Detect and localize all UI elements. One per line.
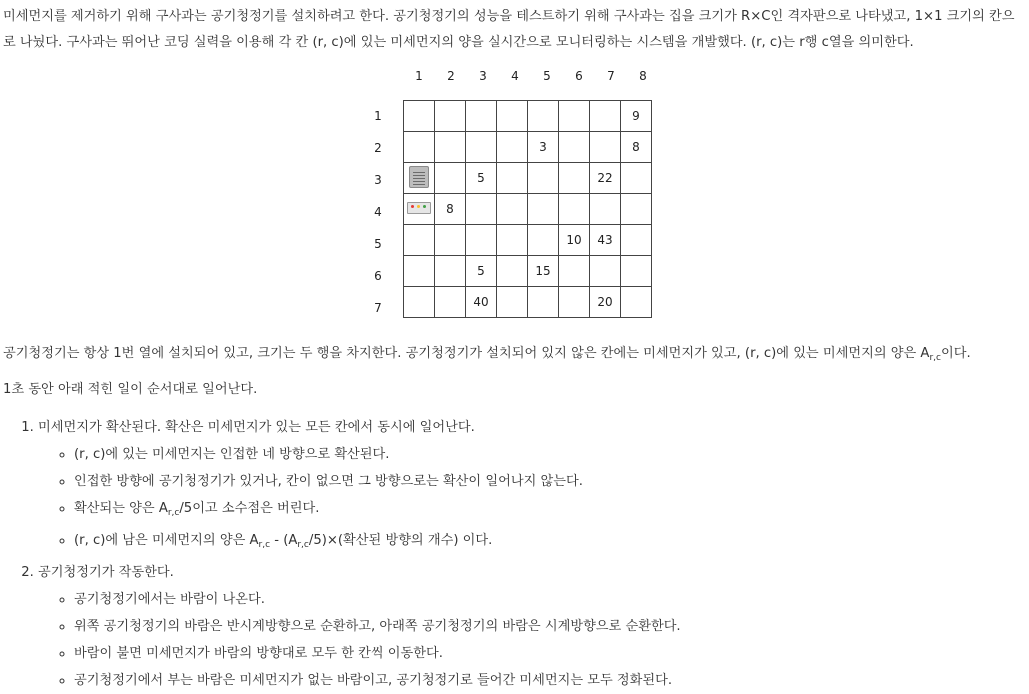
subscript-rc: r,c: [929, 353, 941, 363]
sub-item-text: (r, c)에 있는 미세먼지는 인접한 네 방향으로 확산된다.: [74, 447, 390, 462]
sub-item-text: 공기청정기에서 부는 바람은 미세먼지가 없는 바람이고, 공기청정기로 들어간 미세먼지는 모두 정화된다.: [74, 673, 673, 688]
grid-cell: [435, 132, 466, 163]
grid-cell: [590, 132, 621, 163]
grid-cell: 43: [590, 225, 621, 256]
sub-item-text: /5이고 소수점은 버린다.: [179, 501, 320, 516]
grid-cell: 9: [621, 101, 652, 132]
grid-row: [404, 225, 652, 256]
grid-row: [404, 287, 652, 318]
sub-list: [38, 586, 1018, 694]
grid-figure: [370, 66, 670, 331]
grid-cell: [621, 194, 652, 225]
grid-cell: [404, 194, 435, 225]
grid-cell: [528, 225, 559, 256]
row-header: 1: [374, 109, 382, 123]
column-header: 8: [639, 69, 647, 83]
grid-cell: [497, 256, 528, 287]
grid-cell: [559, 194, 590, 225]
grid-cell: [621, 287, 652, 318]
grid-cell: [435, 256, 466, 287]
step-title: 공기청정기가 작동한다.: [38, 565, 174, 580]
sub-item-text: 바람이 불면 미세먼지가 바람의 방향대로 모두 한 칸씩 이동한다.: [74, 646, 443, 661]
grid-cell: 5: [466, 256, 497, 287]
sub-item-text: (r, c)에 남은 미세먼지의 양은 A: [74, 533, 259, 548]
sub-item-text: 위쪽 공기청정기의 바람은 반시계방향으로 순환하고, 아래쪽 공기청정기의 바람은 시계방향으로 순환한다.: [74, 619, 681, 634]
grid-row: [404, 194, 652, 225]
grid-cell: 10: [559, 225, 590, 256]
row-header: 6: [374, 269, 382, 283]
problem-intro: 미세먼지를 제거하기 위해 구사과는 공기청정기를 설치하려고 한다. 공기청정기의 성능을 테스트하기 위해 구사과는 집을 크기가 R×C인 격자판으로 나타냈고, 1×1 크기의 칸으로 나눴다. 구사과는 뛰어난 코딩 실력을 이용해 각 칸 (r, c)에 있는 미세먼지의 양을 실시간으로 모니터링하는 시스템을 개발했다. (r, c)는 r행 c열을 의미한다.: [3, 9, 1015, 50]
sub-item: [74, 640, 1018, 667]
column-header: 7: [607, 69, 615, 83]
grid-cell: 5: [466, 163, 497, 194]
grid-cell: [404, 225, 435, 256]
grid-cell: [435, 225, 466, 256]
row-header: 7: [374, 301, 382, 315]
column-header: 5: [543, 69, 551, 83]
grid-cell: [590, 256, 621, 287]
grid-row: [404, 256, 652, 287]
column-header: 2: [447, 69, 455, 83]
grid-cell: [559, 287, 590, 318]
installation-text-after: 이다.: [940, 346, 971, 361]
grid-cell: [435, 287, 466, 318]
sub-item: [74, 613, 1018, 640]
sub-item-text: /5)×(확산된 방향의 개수) 이다.: [308, 533, 493, 548]
installation-text: [3, 343, 971, 369]
step-list: [0, 414, 1018, 694]
grid-cell: [559, 163, 590, 194]
column-header: 6: [575, 69, 583, 83]
sub-item-text: 인접한 방향에 공기청정기가 있거나, 칸이 없으면 그 방향으로는 확산이 일어나지 않는다.: [74, 474, 583, 489]
grid-cell: [404, 287, 435, 318]
grid-cell: [497, 101, 528, 132]
grid-cell: 15: [528, 256, 559, 287]
column-header: 3: [479, 69, 487, 83]
row-header: 4: [374, 205, 382, 219]
column-header: 1: [415, 69, 423, 83]
row-header: 2: [374, 141, 382, 155]
grid-cell: [466, 225, 497, 256]
grid-cell: [559, 256, 590, 287]
step-item: [38, 414, 1018, 559]
grid-cell: [559, 132, 590, 163]
row-header: 5: [374, 237, 382, 251]
subscript-rc: r,c: [258, 540, 271, 550]
grid-cell: 8: [435, 194, 466, 225]
grid-cell: [528, 163, 559, 194]
dust-grid: [403, 100, 652, 318]
sub-item: [74, 527, 1018, 559]
grid-cell: [435, 101, 466, 132]
sub-item: [74, 441, 1018, 468]
grid-cell: [497, 194, 528, 225]
step-item: [38, 559, 1018, 694]
installation-text-before: 공기청정기는 항상 1번 열에 설치되어 있고, 크기는 두 행을 차지한다. 공기청정기가 설치되어 있지 않은 칸에는 미세먼지가 있고, (r, c)에 있는 미세먼지의 양은 A: [3, 346, 930, 361]
grid-cell: [466, 101, 497, 132]
grid-cell: [621, 225, 652, 256]
grid-cell: [559, 101, 590, 132]
grid-cell: [497, 132, 528, 163]
grid-cell: 40: [466, 287, 497, 318]
grid-cell: [528, 287, 559, 318]
step-title: 미세먼지가 확산된다. 확산은 미세먼지가 있는 모든 칸에서 동시에 일어난다.: [38, 420, 475, 435]
grid-cell: [497, 225, 528, 256]
air-purifier-top-icon: [409, 166, 429, 188]
sub-item: [74, 667, 1018, 694]
grid-cell: [590, 101, 621, 132]
grid-cell: 3: [528, 132, 559, 163]
grid-cell: [404, 101, 435, 132]
grid-cell: [497, 287, 528, 318]
sub-item-text: 확산되는 양은 A: [74, 501, 168, 516]
order-text: 1초 동안 아래 적힌 일이 순서대로 일어난다.: [3, 382, 258, 397]
air-purifier-bottom-icon: [407, 202, 431, 214]
grid-cell: [404, 163, 435, 194]
grid-cell: [528, 101, 559, 132]
sub-item: [74, 586, 1018, 613]
grid-cell: 20: [590, 287, 621, 318]
sub-list: [38, 441, 1018, 559]
column-header: 4: [511, 69, 519, 83]
subscript-rc: r,c: [167, 508, 180, 518]
grid-cell: [435, 163, 466, 194]
grid-cell: 22: [590, 163, 621, 194]
grid-cell: [466, 132, 497, 163]
grid-cell: [404, 256, 435, 287]
grid-cell: [590, 194, 621, 225]
sub-item: [74, 468, 1018, 495]
sub-item-text: - (A: [270, 533, 298, 548]
grid-cell: [621, 256, 652, 287]
row-header: 3: [374, 173, 382, 187]
grid-cell: 8: [621, 132, 652, 163]
grid-cell: [466, 194, 497, 225]
grid-cell: [404, 132, 435, 163]
subscript-rc: r,c: [297, 540, 309, 550]
grid-cell: [528, 194, 559, 225]
grid-cell: [621, 163, 652, 194]
grid-cell: [497, 163, 528, 194]
grid-row: [404, 132, 652, 163]
grid-row: [404, 163, 652, 194]
sub-item-text: 공기청정기에서는 바람이 나온다.: [74, 592, 265, 607]
sub-item: [74, 495, 1018, 527]
grid-row: [404, 101, 652, 132]
